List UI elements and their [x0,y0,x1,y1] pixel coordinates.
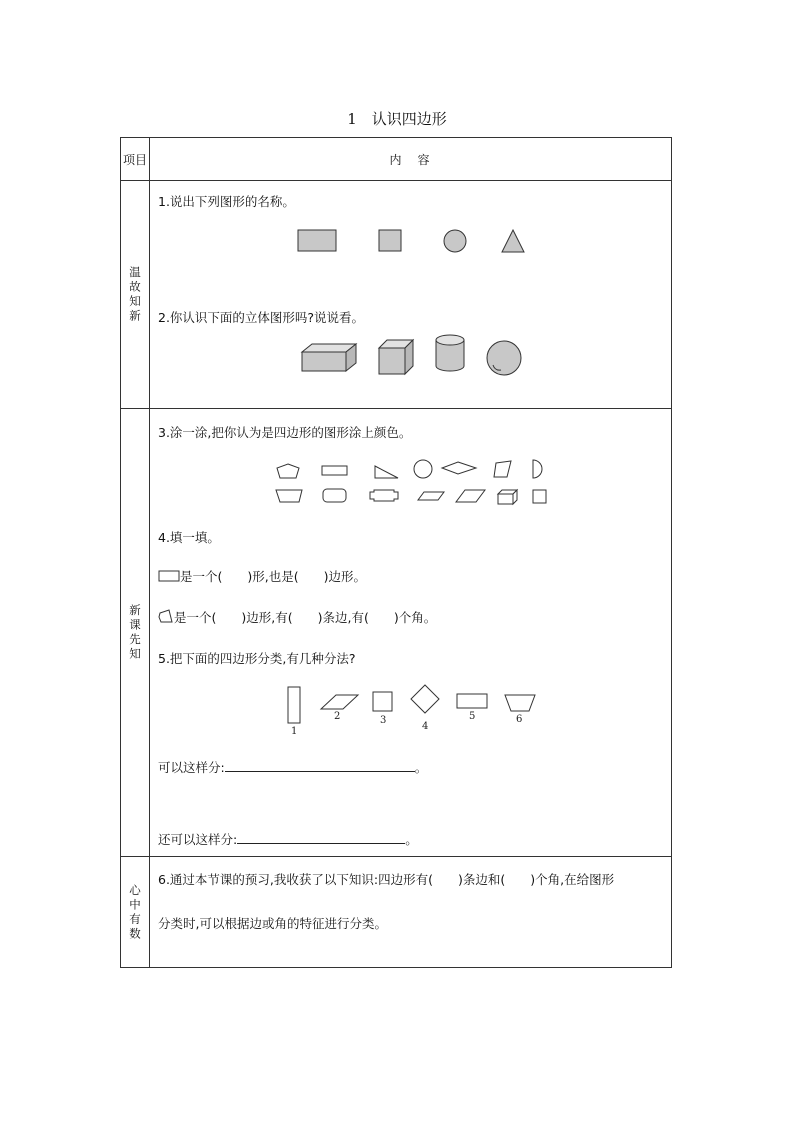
shape-label: 6 [516,714,523,725]
question-1: 1.说出下列图形的名称。 [158,194,295,209]
shape-3 [373,692,392,711]
row-divider [121,180,671,181]
sphere-shape [487,341,521,375]
shape-label: 1 [291,726,298,737]
square-shape [379,230,401,251]
answer-line-1: 可以这样分: 。 [158,760,428,775]
solid-shapes-figure [296,332,528,380]
section-label-new-lesson: 新课先知 [128,603,142,662]
pentagon-shape [277,464,299,478]
thin-parallelogram-shape [418,492,444,500]
shape-label: 3 [380,715,387,726]
header-content: 内 容 [389,152,432,167]
fill-line-2: 是一个( )边形,有( )条边,有( )个角。 [158,608,436,626]
answer-blank-2[interactable] [237,831,405,844]
section-label-review: 温故知新 [128,265,142,324]
shape-1 [288,687,300,723]
circle-shape [444,230,466,252]
header-item: 项目 [122,152,147,167]
triangle-shape [502,230,524,252]
cross-shape [370,490,398,501]
question-5: 5.把下面的四边形分类,有几种分法? [158,651,356,666]
question-4: 4.填一填。 [158,530,220,545]
semicircle-shape [533,460,542,478]
color-shapes-figure [270,456,560,506]
cylinder-shape [436,335,464,371]
pentagon-icon [158,609,174,625]
rectangle-icon [158,569,180,583]
shape-4 [411,685,439,713]
row-divider [121,408,671,409]
cuboid-shape [302,344,356,371]
section-label-summary: 心中有数 [128,883,142,942]
shape-2 [321,695,358,709]
parallelogram-shape [456,490,485,502]
rectangle-shape [298,230,336,251]
row-divider [121,856,671,857]
rectangle-shape [322,466,347,475]
quadrilateral-shape [494,461,511,477]
shape-label: 2 [334,711,341,722]
plane-shapes-figure [290,222,530,258]
shape-label: 4 [422,721,429,732]
question-6-line-1: 6.通过本节课的预习,我收获了以下知识:四边形有( )条边和( )个角,在给图形 [158,872,615,887]
question-3: 3.涂一涂,把你认为是四边形的图形涂上颜色。 [158,425,412,440]
circle-shape [414,460,432,478]
column-divider [149,138,150,967]
answer-line-2: 还可以这样分: 。 [158,832,418,847]
question-6-line-2: 分类时,可以根据边或角的特征进行分类。 [158,916,387,931]
fill-line-1: 是一个( )形,也是( )边形。 [158,567,366,585]
shape-5 [457,694,487,708]
page-title: 1 认识四边形 [347,110,447,128]
shape-6 [505,695,535,711]
classify-shapes-figure [276,682,546,740]
answer-blank-1[interactable] [225,759,415,772]
cube-outline-shape [498,490,517,504]
square-shape [533,490,546,503]
right-triangle-shape [375,466,398,478]
cube-shape [379,340,413,374]
rhombus-shape [442,462,476,474]
question-2: 2.你认识下面的立体图形吗?说说看。 [158,310,365,325]
trapezoid-shape [276,490,302,502]
rounded-rectangle-shape [323,489,346,502]
shape-label: 5 [469,711,476,722]
